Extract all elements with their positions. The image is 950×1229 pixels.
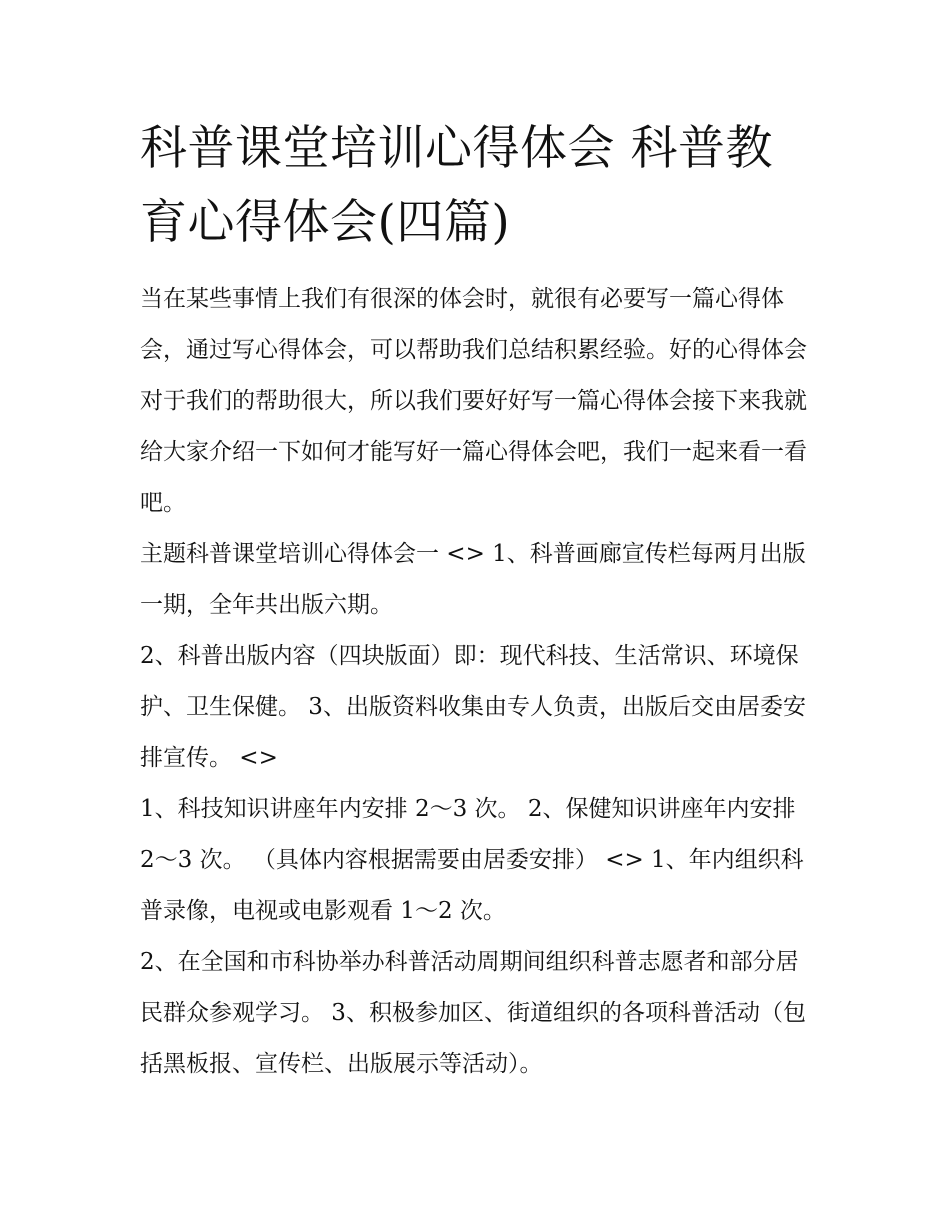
paragraph-activities: 2、在全国和市科协举办科普活动周期间组织科普志愿者和部分居民群众参观学习。 3、积极参加区、街道组织的各项科普活动（包括黑板报、宣传栏、出版展示等活动）。 bbox=[140, 949, 806, 1077]
paragraph-lectures: 1、科技知识讲座年内安排 2～3 次。 2、保健知识讲座年内安排 2～3 次。 （具体内容根据需要由居委安排） <> 1、年内组织科普录像，电视或电影观看 1～2 次。 bbox=[140, 796, 804, 924]
paragraph-intro: 当在某些事情上我们有很深的体会时，就很有必要写一篇心得体会，通过写心得体会，可以帮助我们总结积累经验。好的心得体会对于我们的帮助很大，所以我们要好好写一篇心得体会接下来我就给大家介绍一下如何才能写好一篇心得体会吧，我们一起来看一看吧。 bbox=[140, 286, 807, 516]
document-title: 科普课堂培训心得体会 科普教育心得体会(四篇) bbox=[140, 121, 773, 250]
paragraph-content: 2、科普出版内容（四块版面）即：现代科技、生活常识、环境保护、卫生保健。 3、出版资料收集由专人负责，出版后交由居委安排宣传。 <> bbox=[140, 643, 806, 771]
paragraph-gallery: 主题科普课堂培训心得体会一 <> 1、科普画廊宣传栏每两月出版一期，全年共出版六期。 bbox=[140, 541, 806, 618]
document-page bbox=[140, 112, 815, 1090]
